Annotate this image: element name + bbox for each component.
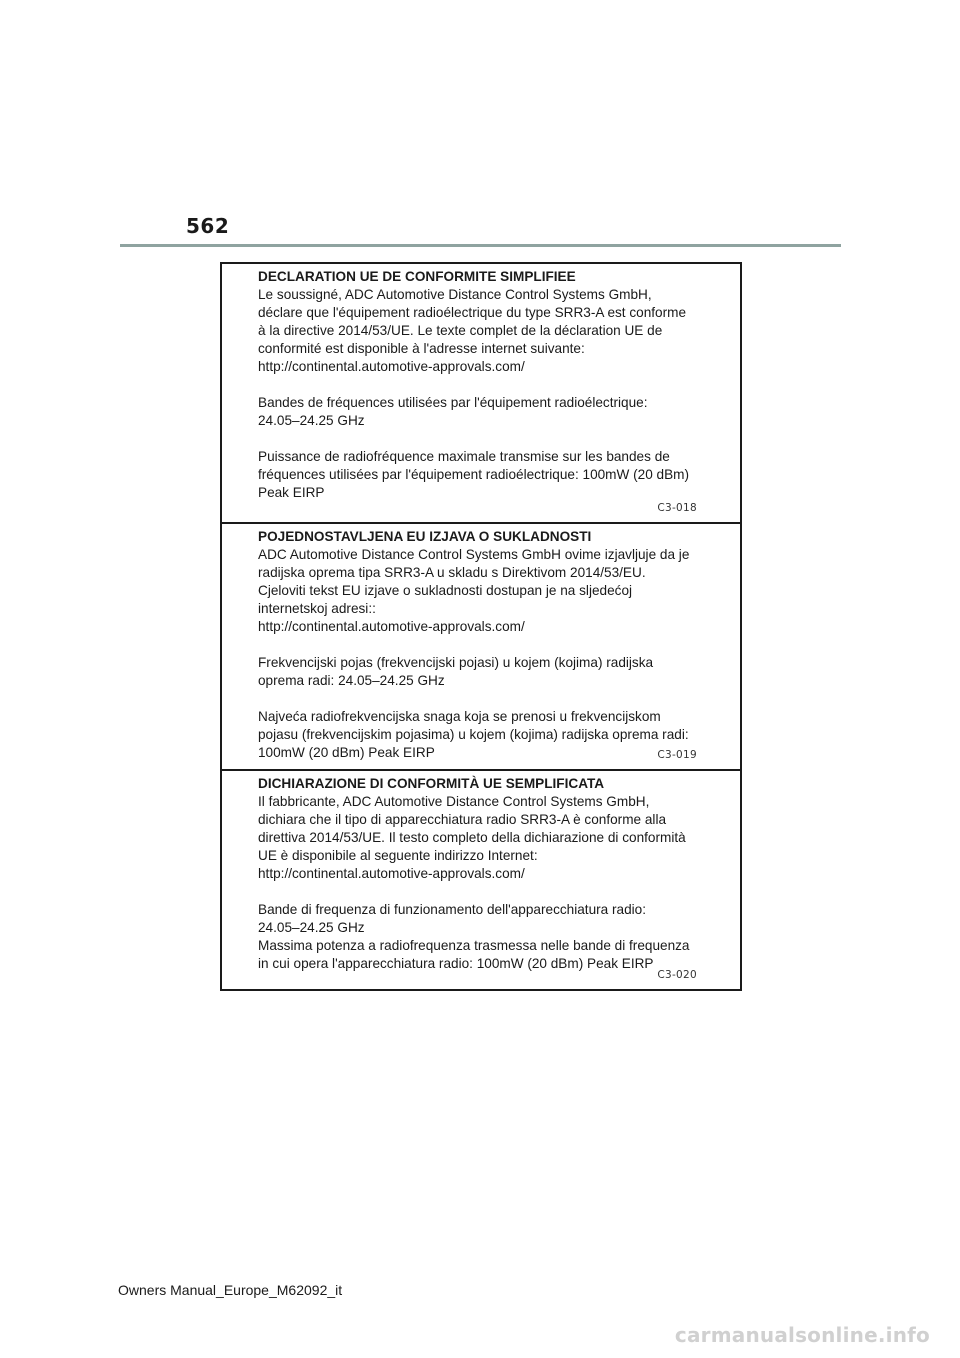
declaration-title: DICHIARAZIONE DI CONFORMITÀ UE SEMPLIFICATA: [258, 776, 605, 791]
declaration-box: [220, 262, 742, 991]
header-rule: [120, 244, 841, 247]
declaration-title: POJEDNOSTAVLJENA EU IZJAVA O SUKLADNOSTI: [258, 529, 592, 544]
section-code: C3-019: [657, 749, 697, 761]
section-code: C3-020: [657, 969, 697, 981]
max-power: Puissance de radiofréquence maximale transmise sur les bandes de fréquences utilisées par l'équipement radioélectrique: 100mW (20 dBm) Peak EIRP: [258, 449, 690, 500]
footer-manual-id: Owners Manual_Europe_M62092_it: [118, 1282, 343, 1298]
declaration-italian: [222, 769, 740, 987]
frequency-bands: Bande di frequenza di funzionamento dell'apparecchiatura radio: 24.05–24.25 GHz: [258, 902, 647, 935]
watermark: carmanualsonline.info: [674, 1323, 930, 1347]
max-power: Najveća radiofrekvencijska snaga koja se prenosi u frekvencijskom pojasu (frekvencijskim pojasima) u kojem (kojima) radijska oprema radi: 100mW (20 dBm) Peak EIRP: [258, 709, 689, 760]
declaration-french: [222, 264, 740, 522]
declaration-body: ADC Automotive Distance Control Systems GmbH ovime izjavljuje da je radijska oprema tipa SRR3-A u skladu s Direktivom 2014/53/EU. Cjeloviti tekst EU izjave o sukladnosti dostupan je na sljedećoj internetskoj adresi:: http://continental.automotive-approvals.com/: [258, 547, 690, 634]
section-code: C3-018: [657, 502, 697, 514]
declaration-body: Le soussigné, ADC Automotive Distance Control Systems GmbH, déclare que l'équipement radioélectrique du type SRR3-A est conforme à la directive 2014/53/UE. Le texte complet de la déclaration UE de conformité est disponible à l'adresse internet suivante: http://continental.automotive-approvals.com/: [258, 287, 687, 374]
max-power: Massima potenza a radiofrequenza trasmessa nelle bande di frequenza in cui opera l'apparecchiatura radio: 100mW (20 dBm) Peak EIRP: [258, 938, 690, 971]
declaration-title: DECLARATION UE DE CONFORMITE SIMPLIFIEE: [258, 269, 576, 284]
declaration-croatian: [222, 522, 740, 769]
frequency-bands: Bandes de fréquences utilisées par l'équipement radioélectrique: 24.05–24.25 GHz: [258, 395, 648, 428]
declaration-body: Il fabbricante, ADC Automotive Distance Control Systems GmbH, dichiara che il tipo di apparecchiatura radio SRR3-A è conforme alla direttiva 2014/53/UE. Il testo completo della dichiarazione di conformità UE è disponibile al seguente indirizzo Internet: http://continental.automotive-approvals.com/: [258, 794, 686, 881]
frequency-bands: Frekvencijski pojas (frekvencijski pojasi) u kojem (kojima) radijska oprema radi: 24.05–24.25 GHz: [258, 655, 654, 688]
page-number: 562: [186, 214, 230, 238]
